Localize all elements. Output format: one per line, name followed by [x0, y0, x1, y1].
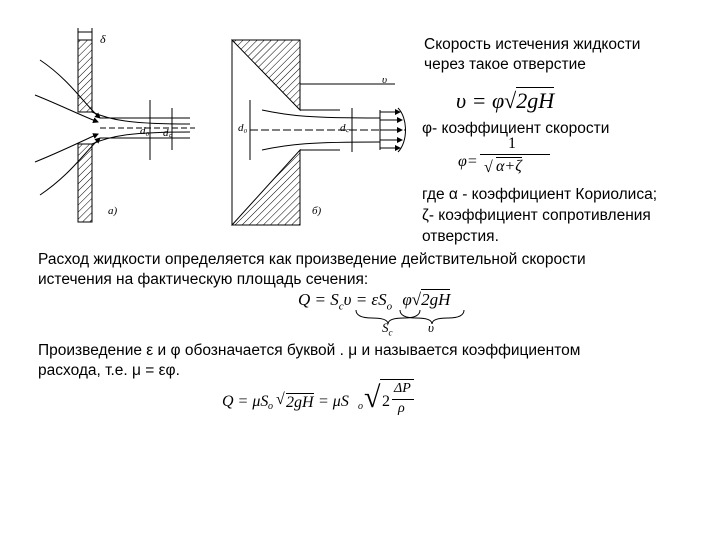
final-two: 2	[382, 393, 390, 410]
flow-mid: υ = εS	[343, 290, 387, 309]
final-sub-2: o	[358, 401, 363, 412]
velocity-lhs: υ = φ	[456, 88, 505, 113]
label-dc: d꜀	[163, 127, 173, 139]
final-fraction-bar	[392, 399, 414, 400]
final-radical-bar	[380, 379, 414, 380]
zeta-definition-2: отверстия.	[422, 228, 499, 245]
label-b: б)	[312, 205, 322, 217]
final-formula: Q = μS o √ 2gH = μS o √ 2 ΔP ρ	[222, 385, 522, 430]
para2-line1: Произведение ε и φ обозначается буквой . μ и называется коэффициентом	[38, 342, 581, 359]
phi-denominator: α+ζ	[496, 158, 522, 175]
flow-formula: $Q = S_c\upsilon = \varepsilon S_o$ φ√2gH	[298, 290, 451, 313]
phi-definition: φ- коэффициент скорости	[422, 120, 610, 137]
flow-sub-c: c	[338, 300, 344, 313]
flow-radicand: 2gH	[421, 290, 451, 309]
para2-line2: расхода, т.е. μ = εφ.	[38, 362, 180, 379]
final-mid: = μS	[318, 393, 349, 410]
label-v: υ	[382, 74, 388, 86]
alpha-definition: где α - коэффициент Кориолиса;	[422, 186, 658, 203]
right-line1: Скорость истечения жидкости	[424, 36, 641, 53]
velocity-formula: υ = φ√2gH	[456, 88, 555, 113]
zeta-definition: ζ- коэффициент сопротивления	[422, 207, 651, 224]
label-a: а)	[108, 205, 118, 217]
flow-lhs: Q = S	[298, 290, 339, 309]
brace-label-u: υ	[428, 320, 434, 335]
para1-line2: истечения на фактическую площадь сечения:	[38, 271, 369, 288]
right-line2: через такое отверстие	[424, 56, 586, 73]
final-denominator: ρ	[398, 401, 405, 416]
brace-label-s	[382, 320, 393, 338]
final-lhs: Q = μS	[222, 393, 269, 410]
phi-numerator: 1	[508, 135, 516, 152]
final-numerator: ΔP	[394, 381, 411, 396]
label-delta: δ	[100, 32, 106, 46]
velocity-radicand: 2gH	[516, 88, 555, 113]
label-d0b: d₀	[238, 122, 248, 134]
phi-lhs: φ=	[458, 153, 478, 170]
flow-phi: φ	[402, 290, 412, 309]
brace-label-s-text: S	[382, 320, 389, 335]
flow-sub-o: o	[386, 300, 393, 313]
label-dcb: d꜀	[340, 122, 350, 134]
para1-line1: Расход жидкости определяется как произведение действительной скорости	[38, 251, 586, 268]
label-d0: d₀	[140, 125, 150, 137]
final-sub: o	[268, 401, 273, 412]
final-radicand-1: 2gH	[286, 394, 314, 411]
brace-label-s-sub: c	[388, 327, 393, 338]
